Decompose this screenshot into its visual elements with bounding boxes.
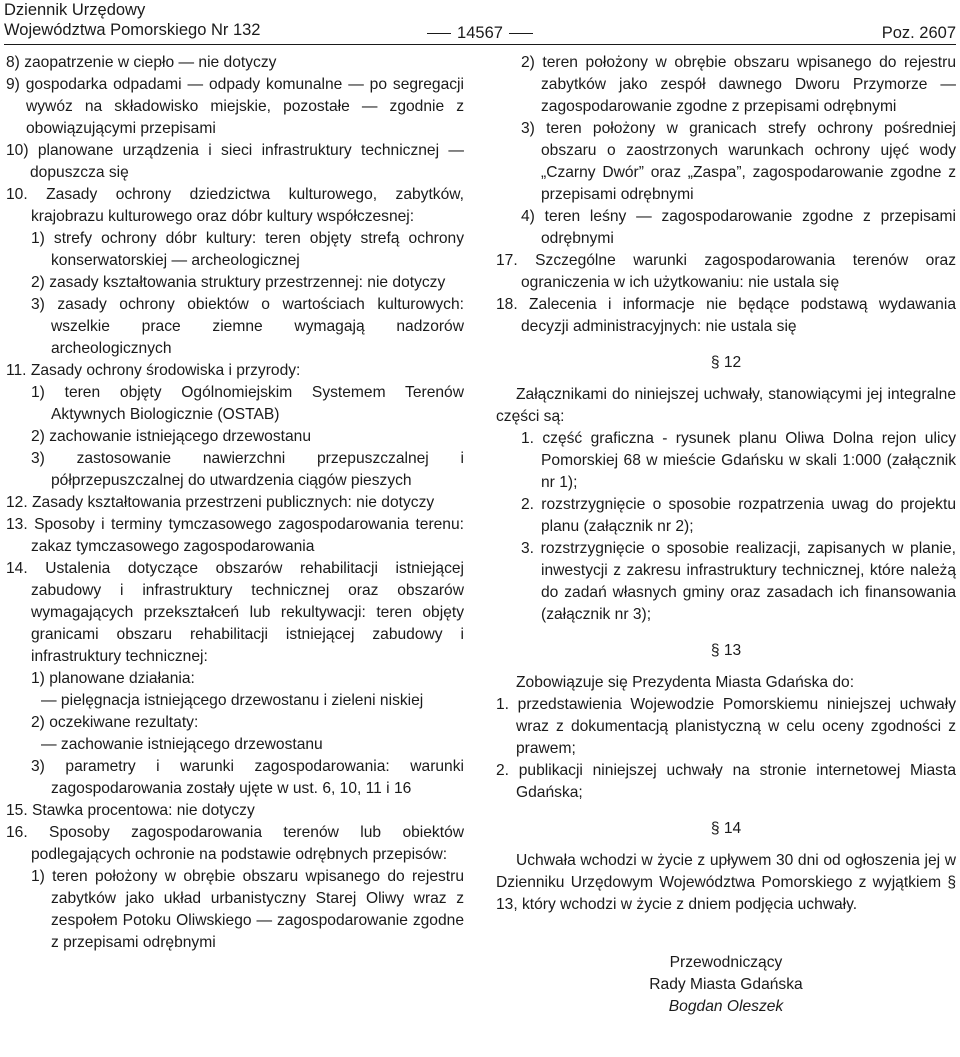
paragraph-12-item-3: 3. rozstrzygnięcie o sposobie realizacji, zapisanych w planie, inwestycji z zakresu infrastruktury technicznej, które należą do zadań własnych gminy oraz zasadach ich finansowania (załącznik nr 3); (521, 540, 956, 623)
section-10-1: 1) strefy ochrony dóbr kultury: teren objęty strefą ochrony konserwatorskiej — archeologicznej (31, 230, 464, 269)
paragraph-12-heading: § 12 (710, 354, 742, 371)
paragraph-12-intro: Załącznikami do niniejszej uchwały, stanowiącymi jej integralne części są: (496, 386, 956, 425)
left-column (6, 52, 464, 954)
paragraph-12-item-1: 1. część graficzna - rysunek planu Oliwa Dolna rejon ulicy Pomorskiej 68 w mieście Gdańsku w skali 1:000 (załącznik nr 1); (521, 430, 956, 491)
signature-block (496, 952, 956, 1018)
paragraph-12-item-2: 2. rozstrzygnięcie o sposobie rozpatrzenia uwag do projektu planu (załącznik nr 2); (521, 496, 956, 535)
signature-role: Przewodniczący (669, 954, 783, 971)
section-14-2: 2) oczekiwane rezultaty: (31, 714, 199, 731)
section-11: 11. Zasady ochrony środowiska i przyrody: (6, 362, 301, 379)
section-12: 12. Zasady kształtowania przestrzeni publicznych: nie dotyczy (6, 494, 435, 511)
section-11-3: 3) zastosowanie nawierzchni przepuszczalnej i półprzepuszczalnej do utwardzenia ciągów pieszych (31, 450, 464, 489)
section-10-3: 3) zasady ochrony obiektów o wartościach kulturowych: wszelkie prace ziemne wymagają nadzorów archeologicznych (31, 296, 464, 357)
journal-issue: Województwa Pomorskiego Nr 132 (4, 21, 261, 39)
section-18: 18. Zalecenia i informacje nie będące podstawą wydawania decyzji administracyjnych: nie ustala się (496, 296, 956, 335)
section-17: 17. Szczególne warunki zagospodarowania terenów oraz ograniczenia w ich użytkowaniu: nie ustala się (496, 252, 956, 291)
section-11-2: 2) zachowanie istniejącego drzewostanu (31, 428, 311, 445)
section-16-3: 3) teren położony w granicach strefy ochrony pośredniej obszaru o zaostrzonych warunkach ochrony ujęć wody „Czarny Dwór” oraz „Zaspa”, zagospodarowanie zgodne z przepisami odrębnymi (521, 120, 956, 203)
paragraph-13-heading: § 13 (710, 642, 742, 659)
page-header (0, 0, 960, 44)
section-11-1: 1) teren objęty Ogólnomiejskim Systemem Terenów Aktywnych Biologicznie (OSTAB) (31, 384, 464, 423)
page-number: 14567 (457, 24, 503, 42)
signature-name: Bogdan Oleszek (668, 998, 784, 1015)
paragraph-13-item-2: 2. publikacji niniejszej uchwały na stronie internetowej Miasta Gdańska; (496, 762, 956, 801)
paragraph-13-item-1: 1. przedstawienia Wojewodzie Pomorskiemu niniejszej uchwały wraz z dokumentacją planistyczną w celu oceny zgodności z prawem; (496, 696, 956, 757)
section-14: 14. Ustalenia dotyczące obszarów rehabilitacji istniejącej zabudowy i infrastruktury technicznej oraz obszarów wymagających przekształceń lub rekultywacji: teren objęty granicami obszaru rehabilitacji istniejącej zabudowy i infrastruktury technicznej: (6, 560, 464, 665)
section-16-1: 1) teren położony w obrębie obszaru wpisanego do rejestru zabytków jako układ urbanistyczny Starej Oliwy wraz z zespołem Potoku Oliwskiego — zagospodarowanie zgodne z przepisami odrębnymi (31, 868, 464, 951)
item-10: 10) planowane urządzenia i sieci infrastruktury technicznej — dopuszcza się (6, 142, 464, 181)
section-16-4: 4) teren leśny — zagospodarowanie zgodne z przepisami odrębnymi (521, 208, 956, 247)
section-10-2: 2) zasady kształtowania struktury przestrzennej: nie dotyczy (31, 274, 446, 291)
section-16-2: 2) teren położony w obrębie obszaru wpisanego do rejestru zabytków jako zespół dawnego Dworu Przymorze — zagospodarowanie zgodne z przepisami odrębnymi (521, 54, 956, 115)
section-14-1: 1) planowane działania: (31, 670, 195, 687)
item-8: 8) zaopatrzenie w ciepło — nie dotyczy (6, 54, 277, 71)
paragraph-13-intro: Zobowiązuje się Prezydenta Miasta Gdańska do: (516, 674, 855, 691)
item-9: 9) gospodarka odpadami — odpady komunalne — po segregacji wywóz na składowisko miejskie, pozostałe — zgodnie z obowiązującymi przepisami (6, 76, 464, 137)
section-14-3: 3) parametry i warunki zagospodarowania: warunki zagospodarowania zostały ujęte w ust. 6, 10, 11 i 16 (31, 758, 464, 797)
journal-name: Dziennik Urzędowy (4, 1, 146, 19)
page-number-wrap (0, 23, 960, 43)
position-number: Poz. 2607 (881, 24, 956, 42)
section-16: 16. Sposoby zagospodarowania terenów lub obiektów podlegających ochronie na podstawie odrębnych przepisów: (6, 824, 464, 863)
section-14-2a: — zachowanie istniejącego drzewostanu (41, 736, 323, 753)
header-rule (4, 44, 956, 45)
paragraph-14-text: Uchwała wchodzi w życie z upływem 30 dni od ogłoszenia jej w Dzienniku Urzędowym Województwa Pomorskiego z wyjątkiem § 13, który wchodzi w życie z dniem podjęcia uchwały. (496, 852, 956, 913)
section-15: 15. Stawka procentowa: nie dotyczy (6, 802, 255, 819)
right-column (496, 52, 956, 1018)
section-14-1a: — pielęgnacja istniejącego drzewostanu i zieleni niskiej (41, 692, 424, 709)
paragraph-14-heading: § 14 (710, 820, 742, 837)
dash-right (509, 33, 533, 34)
signature-org: Rady Miasta Gdańska (649, 976, 803, 993)
dash-left (427, 33, 451, 34)
section-10: 10. Zasady ochrony dziedzictwa kulturowego, zabytków, krajobrazu kulturowego oraz dóbr kultury współczesnej: (6, 186, 464, 225)
section-13: 13. Sposoby i terminy tymczasowego zagospodarowania terenu: zakaz tymczasowego zagospodarowania (6, 516, 464, 555)
